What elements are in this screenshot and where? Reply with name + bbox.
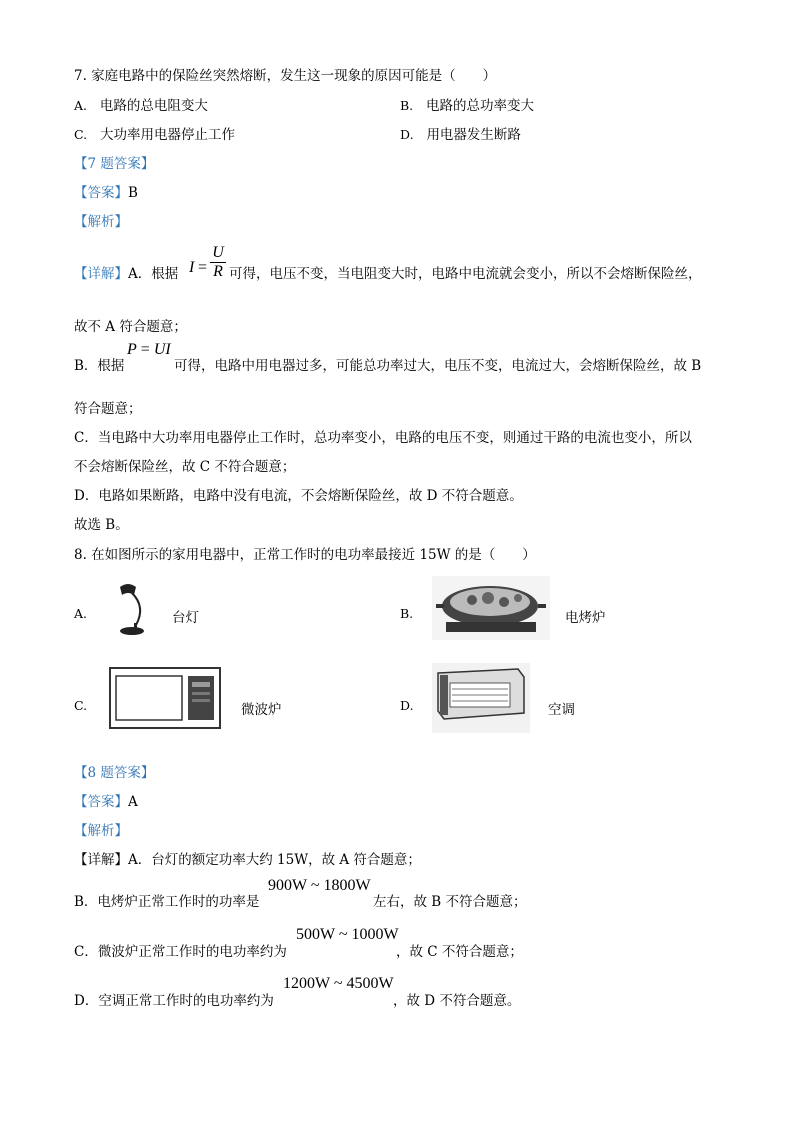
q8-detail-b-suffix: 左右，故 B 不符合题意； xyxy=(373,894,527,910)
option-text: 用电器发生断路 xyxy=(426,127,521,143)
q7-option-a xyxy=(74,94,208,114)
q7-stem: 7. 家庭电路中的保险丝突然熔断，发生这一现象的原因可能是（ ） xyxy=(74,68,497,84)
detail-tag: 【详解】 xyxy=(74,266,128,282)
q8-answer xyxy=(74,790,138,810)
q8-option-d-label: 空调 xyxy=(548,702,575,718)
ohm-formula-fraction xyxy=(208,244,228,281)
q7-detail-c-line2: 不会熔断保险丝，故 C 不符合题意； xyxy=(74,459,296,475)
q8-detail-a-line: 【详解】A．台灯的额定功率大约 15W，故 A 符合题意； xyxy=(74,852,421,868)
detail-a-prefix-visible: A．根据 xyxy=(128,266,179,282)
q8-detail-d-suffix: ，故 D 不符合题意。 xyxy=(393,993,521,1009)
q7-answer-tag: 【7 题答案】 xyxy=(74,156,155,172)
q7-detail-a-line2: 故不 A 符合题意； xyxy=(74,319,187,335)
option-text: 电路的总电阻变大 xyxy=(99,98,208,114)
q8-answer-tag: 【8 题答案】 xyxy=(74,765,155,781)
q8-stem: 8. 在如图所示的家用电器中，正常工作时的电功率最接近 15W 的是（ ） xyxy=(74,547,536,563)
answer-label: 【答案】 xyxy=(74,794,128,810)
q8-detail-b-formula: 900W ~ 1800W xyxy=(268,877,371,894)
q7-conclusion: 故选 B。 xyxy=(74,517,129,533)
q8-option-c-label: 微波炉 xyxy=(241,702,282,718)
option-text: 电路的总功率变大 xyxy=(426,98,535,114)
q7-detail-b-suffix: 可得，电路中用电器过多，可能总功率过大，电压不变，电流过大，会熔断保险丝，故 B xyxy=(174,358,702,374)
q7-detail-b-line2: 符合题意； xyxy=(74,401,142,417)
answer-value: A xyxy=(128,794,138,810)
option-letter: A. xyxy=(74,98,88,113)
power-formula: P = UI xyxy=(127,341,171,358)
q8-detail-d-formula: 1200W ~ 4500W xyxy=(283,975,394,992)
q8-option-b-letter: B. xyxy=(400,606,414,621)
ohm-formula-eq: = xyxy=(198,259,208,276)
option-letter: D. xyxy=(400,127,414,142)
option-letter: C. xyxy=(74,127,88,142)
q7-option-b xyxy=(400,94,534,114)
air-conditioner-icon xyxy=(432,663,530,733)
q7-detail-d-line: D．电路如果断路，电路中没有电流，不会熔断保险丝，故 D 不符合题意。 xyxy=(74,488,523,504)
q7-option-d xyxy=(400,123,521,143)
q8-option-a-letter: A. xyxy=(74,606,88,621)
q7-detail-c-line1: C．当电路中大功率用电器停止工作时，总功率变小，电路的电压不变，则通过干路的电流也变小，所以 xyxy=(74,430,692,446)
q8-option-a-label: 台灯 xyxy=(172,610,199,626)
q8-detail-c-prefix: C．微波炉正常工作时的电功率约为 xyxy=(74,944,287,960)
option-letter: B. xyxy=(400,98,414,113)
q8-detail-b-prefix: B．电烤炉正常工作时的功率是 xyxy=(74,894,260,910)
q7-analysis-tag: 【解析】 xyxy=(74,214,128,230)
q8-option-c-letter: C. xyxy=(74,698,88,713)
answer-value: B xyxy=(128,185,138,201)
option-text: 大功率用电器停止工作 xyxy=(99,127,235,143)
q7-detail-a-suffix: 可得，电压不变，当电阻变大时，电路中电流就会变小，所以不会熔断保险丝， xyxy=(229,266,702,282)
answer-label: 【答案】 xyxy=(74,185,128,201)
q7-detail-a-prefix xyxy=(74,262,178,282)
ohm-formula-lhs: I xyxy=(189,259,195,276)
q8-detail-c-formula: 500W ~ 1000W xyxy=(296,926,399,943)
fraction-numerator: U xyxy=(212,244,224,261)
electric-grill-icon xyxy=(432,576,550,640)
fraction-denominator: R xyxy=(213,263,223,280)
microwave-icon xyxy=(106,664,224,732)
q8-detail-c-suffix: ，故 C 不符合题意； xyxy=(396,944,523,960)
q8-analysis-tag: 【解析】 xyxy=(74,823,128,839)
q8-detail-d-prefix: D．空调正常工作时的电功率约为 xyxy=(74,993,274,1009)
q8-option-d-letter: D. xyxy=(400,698,414,713)
q7-detail-b-prefix: B．根据 xyxy=(74,358,125,374)
q7-answer xyxy=(74,181,138,201)
q7-option-c xyxy=(74,123,235,143)
desk-lamp-icon xyxy=(106,581,156,639)
q8-option-b-label: 电烤炉 xyxy=(565,610,606,626)
